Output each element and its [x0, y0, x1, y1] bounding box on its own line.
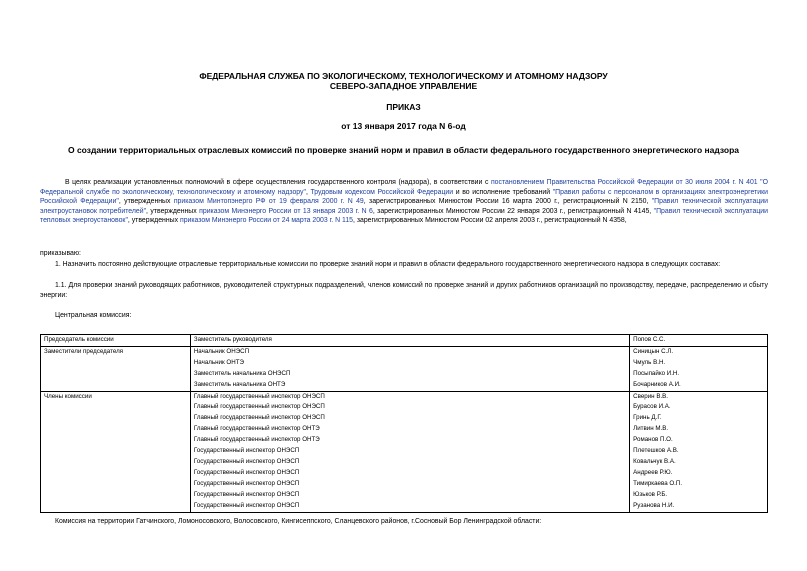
- order-word: приказываю:: [40, 250, 81, 257]
- table-cell: Начальник ОНТЭ: [190, 358, 629, 369]
- table-cell: [41, 501, 191, 512]
- table-cell: Плетешков А.В.: [630, 446, 768, 457]
- link-labor-code[interactable]: Трудовым кодексом Российской Федерации: [310, 188, 454, 196]
- table-cell: Чмуль В.Н.: [630, 358, 768, 369]
- preamble-text: , зарегистрированных Минюстом России 22 января 2003 г., регистрационный N 4145,: [372, 207, 654, 215]
- preamble-text: , утвержденных: [118, 198, 174, 206]
- item-1: 1. Назначить постоянно действующие отраслевые территориальные комиссии по проверке знаний норм и правил в области федерального государственного энергетического надзора в следующих составах:: [55, 261, 721, 268]
- document-date: от 13 января 2017 года N 6-од: [341, 121, 466, 131]
- table-cell: Государственный инспектор ОНЭСП: [190, 468, 629, 479]
- table-cell: [41, 435, 191, 446]
- central-commission-heading: Центральная комиссия:: [55, 312, 132, 319]
- table-cell: Главный государственный инспектор ОНЭСП: [190, 413, 629, 424]
- table-cell: Рузанова Н.И.: [630, 501, 768, 512]
- table-cell: Председатель комиссии: [41, 335, 191, 347]
- table-cell: Государственный инспектор ОНЭСП: [190, 479, 629, 490]
- table-cell: Главный государственный инспектор ОНТЭ: [190, 424, 629, 435]
- table-row: [41, 369, 768, 380]
- footer-commission-heading: Комиссия на территории Гатчинского, Ломоносовского, Волосовского, Кингисеппского, Сланцевского районов, г.Сосновый Бор Ленинградской области:: [55, 518, 542, 525]
- preamble-text: , утвержденных: [146, 207, 200, 215]
- table-cell: [41, 457, 191, 468]
- table-cell: [41, 413, 191, 424]
- table-cell: Главный государственный инспектор ОНЭСП: [190, 391, 629, 402]
- table-row: [41, 391, 768, 402]
- table-row: [41, 446, 768, 457]
- preamble-text: и во исполнение требований: [453, 188, 553, 196]
- table-row: [41, 413, 768, 424]
- preamble-text: , зарегистрированных Минюстом России 16 марта 2000 г., регистрационный N 2150,: [363, 198, 652, 206]
- table-row: [41, 501, 768, 512]
- table-cell: Ковальчук В.А.: [630, 457, 768, 468]
- table-row: [41, 479, 768, 490]
- table-row: [41, 358, 768, 369]
- link-thermal-rules[interactable]: "Правил технической эксплуатации тепловых энергоустановок": [40, 207, 768, 225]
- table-cell: Юзьков Р.Б.: [630, 490, 768, 501]
- table-row: [41, 468, 768, 479]
- link-mintopenergo-order[interactable]: приказом Минтопэнерго РФ от 19 февраля 2000 г. N 49: [173, 198, 364, 206]
- table-cell: [41, 424, 191, 435]
- table-cell: [41, 380, 191, 391]
- link-personnel-rules[interactable]: "Правил работы с персоналом в организациях электроэнергетики Российской Федерации": [40, 188, 768, 206]
- table-cell: Гринь Д.Г.: [630, 413, 768, 424]
- table-cell: Главный государственный инспектор ОНТЭ: [190, 435, 629, 446]
- table-cell: Андреев Р.Ю.: [630, 468, 768, 479]
- table-row: [41, 402, 768, 413]
- table-cell: Попов С.С.: [630, 335, 768, 347]
- table-cell: Заместители председателя: [41, 346, 191, 357]
- preamble-text: В целях реализации установленных полномочий в сфере осуществления государственного контроля (надзора), в соответствии с: [65, 179, 491, 186]
- table-cell: Главный государственный инспектор ОНЭСП: [190, 402, 629, 413]
- table-cell: Литвин М.В.: [630, 424, 768, 435]
- table-row: [41, 424, 768, 435]
- preamble: [40, 178, 768, 226]
- preamble-text: ,: [305, 188, 311, 196]
- preamble-text: , утвержденных: [127, 217, 180, 225]
- item-1-1: 1.1. Для проверки знаний руководящих работников, руководителей структурных подразделений, членов комиссий по проверке знаний и других работников организаций по производству, передаче, распределению и сбыту энергии:: [40, 282, 768, 299]
- table-cell: Заместитель руководителя: [190, 335, 629, 347]
- table-cell: Тимиркаева О.П.: [630, 479, 768, 490]
- table-row: [41, 457, 768, 468]
- table-cell: Синицын С.Л.: [630, 346, 768, 357]
- table-cell: Начальник ОНЭСП: [190, 346, 629, 357]
- table-row: [41, 335, 768, 347]
- table-row: [41, 435, 768, 446]
- table-row: [41, 346, 768, 357]
- preamble-text: , зарегистрированных Минюстом России 02 апреля 2003 г., регистрационный N 4358,: [353, 217, 627, 225]
- document-title: О создании территориальных отраслевых комиссий по проверке знаний норм и правил в области федерального государственного энергетического надзора: [67, 145, 740, 155]
- table-cell: [41, 446, 191, 457]
- table-cell: Посыпайко И.Н.: [630, 369, 768, 380]
- link-government-decree[interactable]: постановлением Правительства Российской Федерации от 30 июля 2004 г. N 401 "О Федеральной службе по экологическому, технологическому и атомному надзору": [40, 179, 768, 196]
- link-consumer-rules[interactable]: "Правил технической эксплуатации электроустановок потребителей": [40, 198, 768, 215]
- table-cell: Государственный инспектор ОНЭСП: [190, 490, 629, 501]
- document-type: ПРИКАЗ: [386, 102, 421, 112]
- table-cell: [41, 369, 191, 380]
- table-cell: [41, 468, 191, 479]
- table-cell: Государственный инспектор ОНЭСП: [190, 501, 629, 512]
- table-cell: Сверин В.В.: [630, 391, 768, 402]
- table-cell: [41, 490, 191, 501]
- table-row: [41, 490, 768, 501]
- table-cell: [41, 479, 191, 490]
- table-cell: Заместитель начальника ОНТЭ: [190, 380, 629, 391]
- link-minenergo-order-115[interactable]: приказом Минэнерго России от 24 марта 2003 г. N 115: [179, 217, 354, 225]
- commission-table: [40, 334, 768, 513]
- table-cell: Государственный инспектор ОНЭСП: [190, 446, 629, 457]
- table-cell: [41, 402, 191, 413]
- table-row: [41, 380, 768, 391]
- table-cell: Государственный инспектор ОНЭСП: [190, 457, 629, 468]
- table-cell: Члены комиссии: [41, 391, 191, 402]
- agency-name: ФЕДЕРАЛЬНАЯ СЛУЖБА ПО ЭКОЛОГИЧЕСКОМУ, ТЕХНОЛОГИЧЕСКОМУ И АТОМНОМУ НАДЗОРУ: [199, 71, 608, 81]
- table-cell: Бочарников А.И.: [630, 380, 768, 391]
- department-name: СЕВЕРО-ЗАПАДНОЕ УПРАВЛЕНИЕ: [329, 81, 478, 91]
- table-cell: Заместитель начальника ОНЭСП: [190, 369, 629, 380]
- table-cell: Бурасов И.А.: [630, 402, 768, 413]
- table-cell: [41, 358, 191, 369]
- link-minenergo-order-6[interactable]: приказом Минэнерго России от 13 января 2003 г. N 6: [199, 207, 373, 215]
- table-cell: Романов П.О.: [630, 435, 768, 446]
